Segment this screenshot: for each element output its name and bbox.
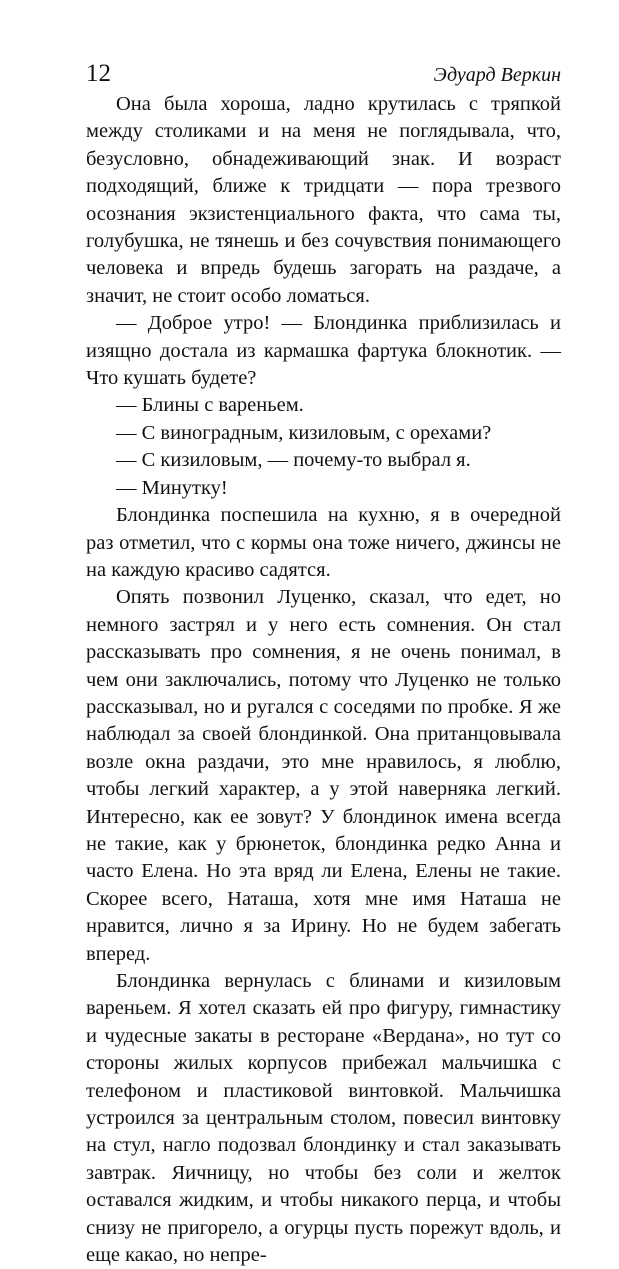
paragraph: — С кизиловым, — почему-то выбрал я. xyxy=(116,449,471,472)
running-header xyxy=(86,58,561,90)
paragraph: Блондинка поспешила на кухню, я в очередной раз отметил, что с кормы она тоже ничего, джинсы не на каждую красиво садятся. xyxy=(86,504,561,581)
page-number: 12 xyxy=(86,60,111,87)
paragraph: — Блины с вареньем. xyxy=(116,394,304,417)
paragraph: Блондинка вернулась с блинами и кизиловым вареньем. Я хотел сказать ей про фигуру, гимнастику и чудесные закаты в ресторане «Вердана», но тут со стороны жилых корпусов прибежал мальчишка с телефоном и пластиковой винтовкой. Мальчишка устроился за центральным столом, повесил винтовку на стул, нагло подозвал блондинку и стал заказывать завтрак. Яичницу, но чтобы без соли и желток оставался жидким, и чтобы никакого перца, и чтобы снизу не пригорело, а огурцы пусть порежут вдоль, и еще какао, но непре- xyxy=(86,970,561,1267)
paragraph: — Минутку! xyxy=(116,476,228,499)
author-name: Эдуард Веркин xyxy=(433,64,561,86)
paragraph: Она была хороша, ладно крутилась с тряпкой между столиками и на меня не поглядывала, что, безусловно, обнадеживающий знак. И возраст подходящий, ближе к тридцати — пора трезвого осознания экзистенциального факта, что сама ты, голубушка, не тянешь и без сочувствия понимающего человека и впредь будешь загорать на раздаче, а значит, не стоит особо ломаться. xyxy=(86,93,561,307)
paragraph: — Доброе утро! — Блондинка приблизилась и изящно достала из кармашка фартука блокнотик. — Что кушать будете? xyxy=(86,312,561,390)
paragraph: Опять позвонил Луценко, сказал, что едет, но немного застрял и у него есть сомнения. Он стал рассказывать про сомнения, я не очень понимал, в чем они заключались, потому что Луценко не только рассказывал, но и ругался с соседями по пробке. Я же наблюдал за своей блондинкой. Она пританцовывала возле окна раздачи, это мне нравилось, я люблю, чтобы легкий характер, а у этой наверняка легкий. Интересно, как ее зовут? У блондинок имена всегда не такие, как у брюнеток, блондинка редко Анна и часто Елена. Но эта вряд ли Елена, Елены не такие. Скорее всего, Наташа, хотя мне имя Наташа не нравится, лично я за Ирину. Но не будем забегать вперед. xyxy=(86,586,561,965)
paragraph: — С виноградным, кизиловым, с орехами? xyxy=(116,421,492,444)
body-text xyxy=(86,91,561,1269)
